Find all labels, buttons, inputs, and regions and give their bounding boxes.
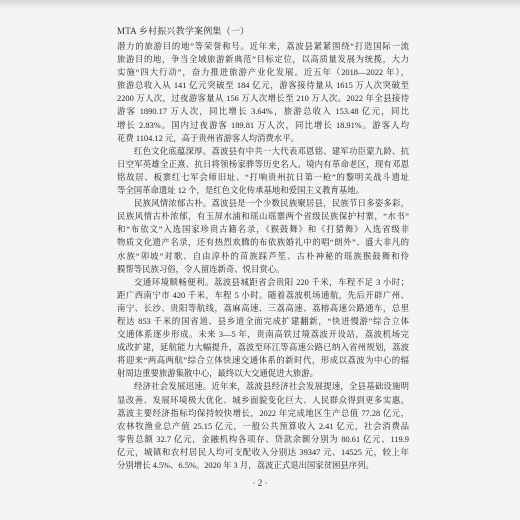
text-line: 红色文化底蕴深厚。荔波县有中共一大代表邓恩铭、建军功臣蒙九龄、抗 [134, 146, 409, 156]
text-line: 交通体系逐步形成。未来 3—5 年，贵南高铁过境荔波开设站，荔波机场完 [117, 330, 409, 340]
text-line: 潜力的旅游目的地”等荣誉称号。近年来，荔波县紧紧围绕“打造国际一流 [117, 42, 409, 51]
text-line: 等全国革命遗址 12 个，是红色文化传承基地和爱国主义教育基地。 [117, 186, 365, 196]
page-number: · 2 · [252, 478, 268, 488]
text-line: 零售总额 32.7 亿元，金融机构各项存、贷款余额分别为 80.61 亿元、119.9 [117, 434, 409, 444]
text-line: 实施“四大行动”，奋力推进旅游产业化发展。近五年（2018—2022 年）， [117, 68, 409, 78]
text-line: 花费 1104.12 元，高于贵州省游客人均消费水平。 [117, 133, 299, 143]
text-line: 显改善、发展环境极大优化、城乡面貌变化巨大、人民群众得到更多实惠。 [117, 395, 409, 405]
text-line: 将迎来“两高两航”综合立体快速交通体系的新时代，形成以荔波为中心的辐 [117, 356, 409, 366]
text-line: 经济社会发展迅速。近年来，荔波县经济社会发展提速，全县基础设施明 [134, 382, 409, 392]
text-line: 旅游目的地，争当全域旅游新典范”目标定位，以高质量发展为统揽，大力 [117, 55, 409, 65]
paragraph [117, 380, 409, 472]
paragraph [117, 145, 409, 197]
text-line: 水族“卯坡”对歌、自由淳朴的苗族踩芦笙、古朴神秘的瑶族猴鼓舞和伶 [117, 251, 409, 261]
text-line: 铭故居、板寨红七军会师旧址、“打响贵州抗日第一枪”的黎明关战斗遗址 [117, 172, 409, 182]
text-line: 距广西南宁市 420 千米，车程 5 小时。随着荔波机场通航，先后开辟广州、 [117, 290, 409, 300]
text-line: 旅游总收入从 141 亿元突破至 184 亿元，游客接待量从 1615 万人次突破至 [117, 81, 409, 91]
text-line: 民族风情浓郁古朴。荔波县是一个少数民族聚居县，民族节日多姿多彩， [134, 199, 409, 209]
text-line: 物质文化遗产名录，还有热烈欢腾的布依族婚礼中的唱“朗外”、盛大非凡的 [117, 238, 409, 248]
text-line: 增长 2.83%。国内过夜游客 189.81 万人次，同比增长 18.91%。游客人均 [117, 120, 409, 130]
paragraph [117, 40, 409, 145]
text-line: 游客 1890.17 万人次，同比增长 3.64%，旅游总收入 153.48 亿元，同比 [117, 107, 409, 117]
text-line: 成改扩建，延航能力大幅提升，荔波至环江等高速公路已纳入省州规划，荔波 [117, 343, 409, 353]
text-line: 程达 853 千米的国省道、县乡道全面完成扩建翻新，“快进慢游”综合立体 [117, 316, 409, 326]
text-line: 2200 万人次，过夜游客量从 156 万人次增长至 210 万人次。2022 年全县接待 [117, 94, 409, 104]
text-line: 亿元，城镇和农村居民人均可支配收入分别达 39347 元、14525 元，较上年 [117, 447, 409, 457]
paragraph [117, 276, 409, 381]
text-line: 和“布依文”入选国家珍贵古籍名录，《猴鼓舞》和《打猎舞》入选省级非 [117, 225, 409, 235]
text-line: 荔波主要经济指标均保持较快增长，2022 年完成地区生产总值 77.28 亿元， [117, 408, 409, 418]
text-line: 分别增长 4.5%、6.5%。2020 年 3 月，荔波正式退出国家贫困县序列。 [117, 461, 374, 470]
text-line: 交通环境顺畅便利。荔波县城距省会贵阳 220 千米，车程不足 3 小时； [134, 277, 409, 287]
text-line: 民族风情古朴浓郁，有玉屏水浦和瑶山瑶寨两个省级民族保护村寨，“水书” [117, 212, 409, 222]
paragraph [117, 197, 409, 276]
body-text [117, 40, 409, 472]
running-header: MTA 乡村振兴教学案例集（一） [117, 26, 250, 36]
page-edge-shadow [0, 0, 520, 8]
text-line: 南宁、长沙、贵阳等航线，荔麻高速、三荔高速、荔榕高速公路通车，总里 [117, 303, 409, 313]
text-line: 射周边重要旅游集散中心，最终以大交通促进大旅游。 [117, 369, 318, 379]
text-line: 膜帮等民族习俗，令人留连新奇、悦目赏心。 [117, 264, 285, 274]
text-line: 农林牧渔业总产值 25.15 亿元，一般公共预算收入 2.41 亿元，社会消费品 [117, 421, 409, 431]
text-line: 日空军英雄全正熹、抗日将领杨家骅等历史名人。境内有革命老区，现有邓恩 [117, 159, 409, 169]
